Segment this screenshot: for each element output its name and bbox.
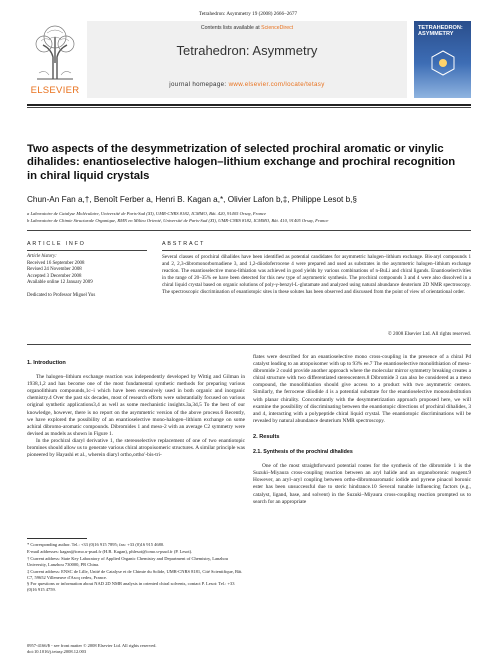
footnotes xyxy=(27,542,245,594)
history-label: Article history: xyxy=(27,254,57,259)
results-heading: 2. Results xyxy=(253,433,280,440)
elsevier-logo xyxy=(27,21,83,98)
abstract-bottom-rule xyxy=(27,344,471,345)
abstract-copyright: © 2008 Elsevier Ltd. All rights reserved. xyxy=(387,331,471,337)
footnote-corresponding: * Corresponding author. Tel.: +33 (0)16 915 7895; fax: +33 (0)16 915 4680. xyxy=(27,542,165,547)
cover-title-line-2: ASYMMETRY xyxy=(418,30,454,37)
header-rule-thin xyxy=(27,107,471,108)
publisher-name: ELSEVIER xyxy=(30,85,80,96)
article-info-label: ARTICLE INFO xyxy=(27,241,86,247)
journal-banner xyxy=(87,21,407,98)
footnote-section: § For questions or information about NAD 2D NMR analysis in oriented chiral solvents, contact P. Lesot: Tel.: +33 (0)16 915 4759. xyxy=(27,581,235,593)
homepage-prefix: journal homepage: xyxy=(169,81,229,88)
right-paragraph-1: flates were described for an enantioselective mono cross-coupling in the presence of a chiral Pd catalyst leading to an atropoisomer with up to 93% ee.7 The enantioselective monolithiation of meso-dibromide 2 could provide another approach where the molecular mirror symmetry breaking creates a chiral structure with two differentiated stereocenters.8 Dibromide 3 can also be considered as a meso compound, the monolithiation should give access to a product with two asymmetric centers. Similarly, the ferrocene diiodide 4 is a potential substrate for the enantioselective monosubstitution with planar chirality. Concomitantly with the desymmetrization approach proposed here, we will examine the possibility of discriminating between the enantiotopic directions of prochiral dihalides, 3 and 4, interacting with a polypeptide chiral liquid crystal. The enantiotopic discriminations will be revealed by natural abundance deuterium NMR spectroscopy. xyxy=(253,354,471,424)
doi-line[interactable]: doi:10.1016/j.tetasy.2008.12.003 xyxy=(27,648,87,654)
contents-prefix: Contents lists available at xyxy=(200,25,262,31)
results-subheading: 2.1. Synthesis of the prochiral dihalides xyxy=(253,449,353,456)
right-column xyxy=(253,354,471,506)
abstract-rule xyxy=(162,250,471,251)
introduction-paragraph-1: The halogen–lithium exchange reaction was independently developed by Wittig and Gilman in 1938,1,2 and has become one of the most fundamental synthetic methods for preparing various organolithium compounds,1c–i which have been extensively used in both organic and inorganic chemistry.4 Over the past six decades, most of research efforts were substantially focused on various original synthetic applications3,4 as well as some mechanistic insights.3a,3d,5 To the best of our knowledge, however, there is no report on the asymmetric version of the above process.6 Recently, we have explored the possibility of an enantioselective mono-halogen–lithium exchange on some achiral dibromo-aromatic compounds. Dibromides 1 and meso-2 with an average C2 symmetry were devised as models as shown in Figure 1. xyxy=(27,374,245,437)
journal-cover xyxy=(414,21,471,98)
cover-title xyxy=(418,26,463,38)
affiliation-b: b Laboratoire de Chimie Structurale Organique, RMN en Milieu Orienté, Université de Paris-Sud (XI), UMR-CNRS 8182, ICMMO, Bât. 410, 91405 Orsay, France xyxy=(27,218,329,223)
abstract-label: ABSTRACT xyxy=(162,241,206,247)
journal-header xyxy=(27,21,471,98)
article-title: Two aspects of the desymmetrization of selected prochiral aromatic or vinylic dihalides: enantioselective halogen–lithium exchange and prochiral recognition in chiral liquid crystals xyxy=(27,143,456,182)
elsevier-tree-icon xyxy=(31,23,79,81)
online-date: Available online 12 January 2009 xyxy=(27,280,93,286)
received-date: Received 16 September 2008 xyxy=(27,260,85,266)
results-paragraph-1: One of the most straightforward potential routes for the synthesis of the dibromide 1 is the Suzuki–Miyaura cross-coupling reaction between an aryl halide and an organoboronic reagent.9 However, an aryl–aryl coupling between ortho-dibromoaromatic iodide and pyrene pinacol boronic ester has been unsuccessful due to steric hindrance.10 Several tunable influencing factors (e.g., catalyst, ligand, base, and solvent) in the Suzuki–Miyaura cross-coupling reaction prompted us to search for an appropriate xyxy=(253,463,471,505)
article-info-rule xyxy=(27,250,147,251)
introduction-heading: 1. Introduction xyxy=(27,360,66,366)
header-rule xyxy=(27,104,471,106)
dedication: Dedicated to Professor Miguel Yus xyxy=(27,292,96,298)
abstract-text: Several classes of prochiral dihalides have been identified as potential candidates for asymmetric halogen–lithium exchange. Bis-aryl compounds 1 and 2, 2,3-dibromonorbornadiene 3, and 1,2-diiodoferrocene 4 were prepared and used as substrates in the asymmetric halogen–lithium exchange reaction. The enantioselective mono-lithiation was achieved in good yields by various combinations of n-BuLi and chiral ligands. Enantioselectivities in the range of 20–35% ee have been detected for this new type of asymmetric synthesis. The prochiral compounds 3 and 4 were also dissolved in a chiral liquid crystal based on organic solutions of poly-γ-benzyl-L-glutamate and analyzed using natural abundance deuterium 2D NMR spectroscopy. The spectroscopic discrimination of enantiotopic sites in these solutes has been observed and discussed from the point of view of orientational order. xyxy=(162,254,471,295)
left-column xyxy=(27,360,245,459)
running-head: Tetrahedron: Asymmetry 19 (2008) 2666–2677 xyxy=(198,11,298,17)
introduction-paragraph-2: In the prochiral diaryl derivative 1, the stereoselective replacement of one of two enantiotopic bromines should allow us to generate various chiral atropoisomeric structures. A similar principle was pioneered by Hayashi et al., wherein diaryl ortho,ortho′-bis-tri- xyxy=(27,437,245,459)
affiliation-a: a Laboratoire de Catalyse Moléculaire, Université de Paris-Sud (XI), UMR-CNRS 8182, ICMMO, Bât. 420, 91405 Orsay, France xyxy=(27,211,267,216)
journal-homepage xyxy=(87,81,407,88)
issn-line: 0957-4166/$ - see front matter © 2008 Elsevier Ltd. All rights reserved. xyxy=(27,643,157,648)
bottom-info xyxy=(27,643,277,655)
cover-title-line-1: TETRAHEDRON: xyxy=(418,25,463,31)
journal-title: Tetrahedron: Asymmetry xyxy=(176,43,318,58)
footnote-ddagger: ‡ Current address: ENSC de Lille, Unité de Catalyse et de Chimie du Solide, UMR-CNRS 8181, Cité Scientifique, Bât. C7, 59652 Villeneuve d'Ascq cedex, France. xyxy=(27,568,243,580)
revised-date: Revised 24 November 2008 xyxy=(27,267,82,273)
author-list: Chun-An Fan a,†, Benoît Ferber a, Henri B. Kagan a,*, Olivier Lafon b,‡, Philippe Lesot b,§ xyxy=(27,195,357,204)
footnote-email: E-mail addresses: kagan@icmo.u-psud.fr (H.B. Kagan), phlesot@icmo.u-psud.fr (P. Lesot). xyxy=(27,548,193,554)
affiliation-rule xyxy=(27,230,471,231)
accepted-date: Accepted 3 December 2008 xyxy=(27,273,82,279)
footnote-dagger: † Current address: State Key Laboratory of Applied Organic Chemistry and Department of Chemistry, Lanzhou University, Lanzhou 730000, PR China. xyxy=(27,555,228,567)
sciencedirect-link[interactable]: ScienceDirect xyxy=(261,25,294,31)
article-history xyxy=(27,254,147,300)
footnote-rule xyxy=(27,538,87,539)
cover-molecule-icon xyxy=(428,49,458,77)
contents-line xyxy=(87,25,407,31)
homepage-url[interactable]: www.elsevier.com/locate/tetasy xyxy=(228,81,325,88)
